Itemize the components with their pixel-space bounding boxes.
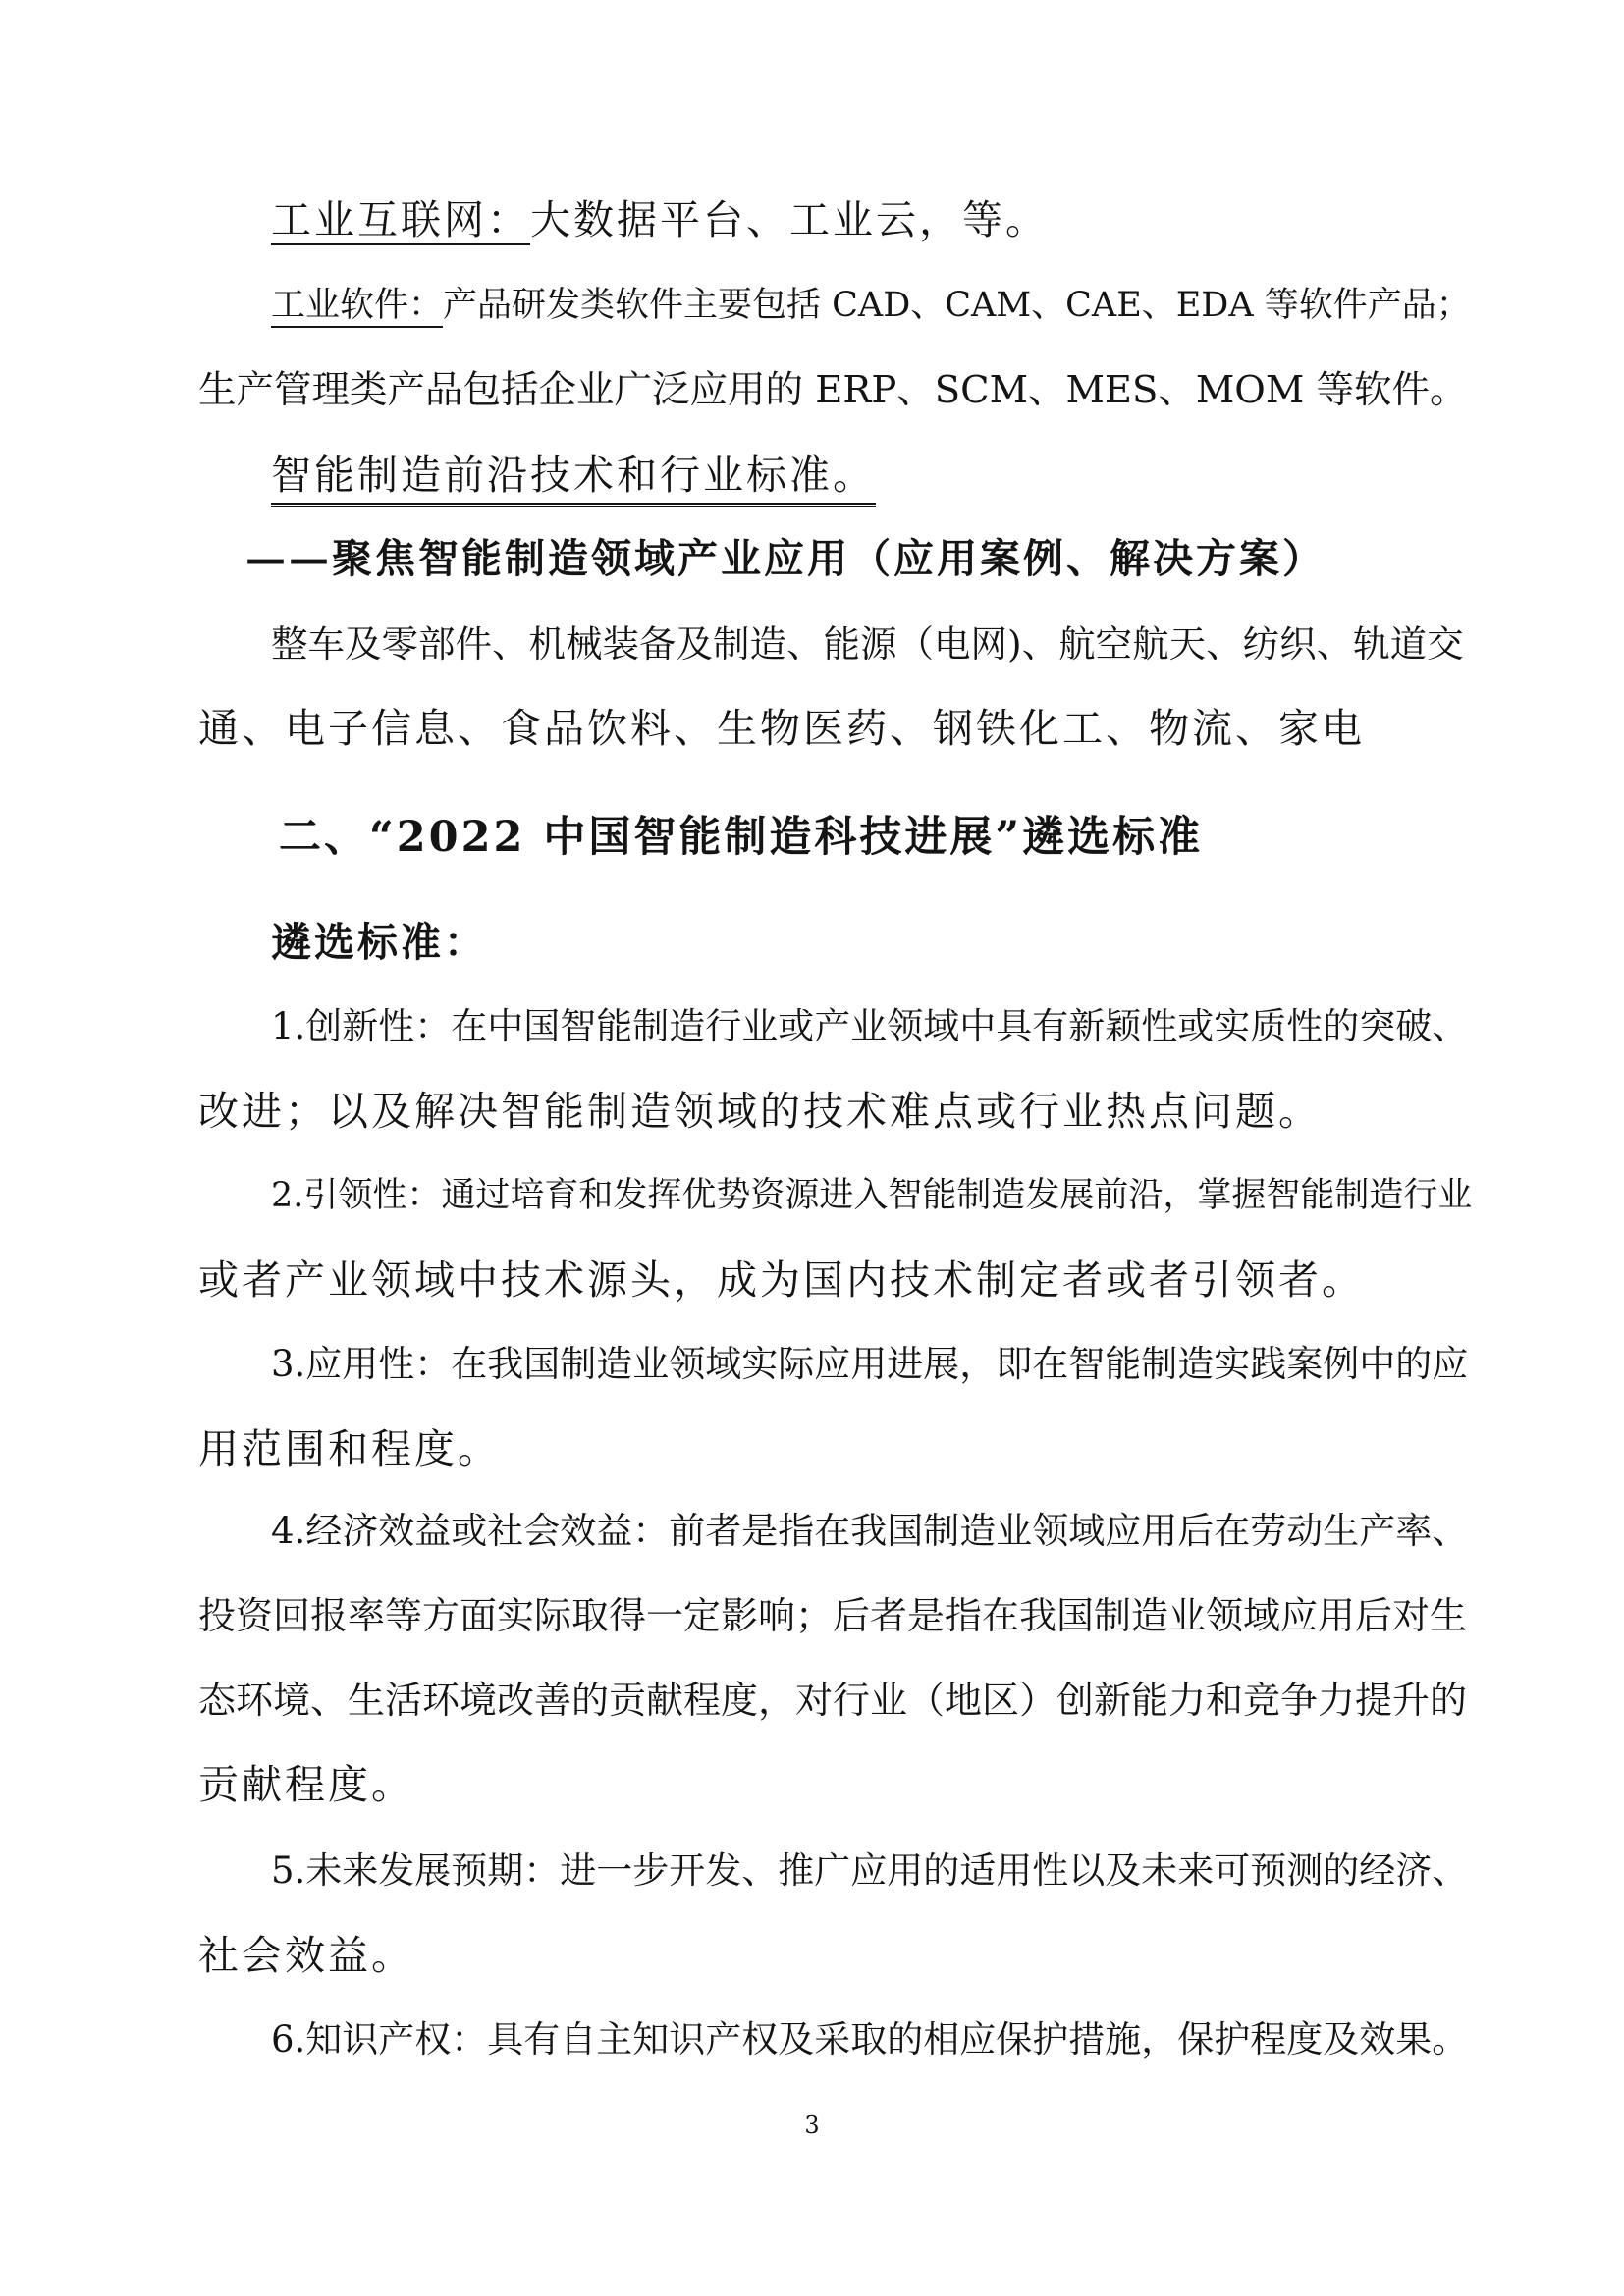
section-2-heading: 二、“2022 中国智能制造科技进展”遴选标准 [279,813,1204,862]
focus-title: ——聚焦智能制造领域产业应用（应用案例、解决方案） [245,535,1326,582]
criterion-1-line-2: 改进；以及解决智能制造领域的技术难点或行业热点问题。 [198,1088,1322,1135]
focus-line-1: 整车及零部件、机械装备及制造、能源（电网)、航空航天、纺织、轨道交 [271,622,1464,666]
criterion-6-line-1-wrapper [271,2014,1468,2065]
criteria-title: 遴选标准： [271,919,487,966]
criterion-6-line-1: 6.知识产权：具有自主知识产权及采取的相应保护措施，保护程度及效果。 [271,2018,1469,2060]
criterion-1-line-1: 1.创新性：在中国智能制造行业或产业领域中具有新颖性或实质性的突破、 [271,1005,1469,1047]
criterion-5-line-2: 社会效益。 [198,1932,414,1979]
industrial-internet-line [271,194,1049,245]
industrial-software-text-2: 生产管理类产品包括企业广泛应用的 ERP、SCM、MES、MOM 等软件。 [198,368,1468,412]
frontier-line [271,450,876,501]
industrial-software-line [271,280,1471,331]
criterion-4-line-1: 4.经济效益或社会效益：前者是指在我国制造业领域应用后在劳动生产率、 [271,1510,1469,1552]
criterion-2-line-1: 2.引领性：通过培育和发挥优势资源进入智能制造发展前沿，掌握智能制造行业 [271,1176,1473,1215]
industrial-software-text-1: 产品研发类软件主要包括 CAD、CAM、CAE、EDA 等软件产品； [443,286,1471,325]
criterion-4-line-2: 投资回报率等方面实际取得一定影响；后者是指在我国制造业领域应用后对生 [198,1594,1468,1637]
criterion-5-line-1: 5.未来发展预期：进一步开发、推广应用的适用性以及未来可预测的经济、 [271,1849,1469,1892]
frontier-text: 智能制造前沿技术和行业标准。 [271,452,876,507]
criterion-3-line-2: 用范围和程度。 [198,1425,501,1472]
page-number: 3 [804,2111,820,2139]
industrial-internet-label: 工业互联网： [271,196,530,243]
criterion-4-line-4: 贡献程度。 [198,1761,414,1808]
industrial-software-label: 工业软件： [271,286,444,325]
focus-line-2: 通、电子信息、食品饮料、生物医药、钢铁化工、物流、家电 [198,705,1365,752]
criterion-4-line-3: 态环境、生活环境改善的贡献程度，对行业（地区）创新能力和竞争力提升的 [198,1679,1468,1722]
criterion-3-line-1: 3.应用性：在我国制造业领域实际应用进展，即在智能制造实践案例中的应 [271,1343,1469,1385]
criterion-2-line-2: 或者产业领域中技术源头，成为国内技术制定者或者引领者。 [198,1256,1365,1304]
industrial-internet-text: 大数据平台、工业云，等。 [530,196,1049,243]
